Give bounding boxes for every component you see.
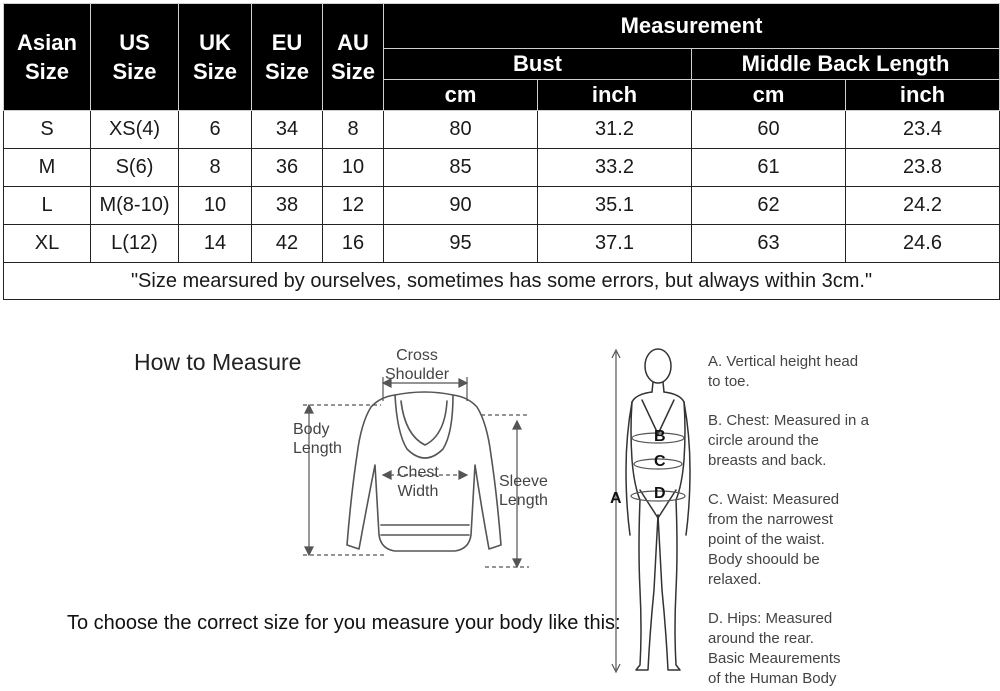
header-measurement: Measurement: [384, 4, 1000, 49]
header-back-cm: cm: [692, 80, 846, 111]
table-row: [4, 111, 1000, 149]
cell-au-size: 8: [323, 111, 384, 149]
cell-au-size: 16: [323, 225, 384, 263]
cell-eu-size: 42: [252, 225, 323, 263]
cell-eu-size: 36: [252, 149, 323, 187]
human-figure-diagram: [600, 340, 710, 685]
header-back-inch: inch: [846, 80, 1000, 111]
cell-back-inch: 24.6: [846, 225, 1000, 263]
choose-size-instruction: To choose the correct size for you measure your body like this:: [67, 612, 621, 634]
figure-letter-d: D: [654, 485, 666, 502]
cell-us-size: M(8-10): [91, 187, 179, 225]
cell-asian-size: S: [4, 111, 91, 149]
cell-bust-cm: 95: [384, 225, 538, 263]
cell-au-size: 10: [323, 149, 384, 187]
cell-eu-size: 34: [252, 111, 323, 149]
cell-us-size: XS(4): [91, 111, 179, 149]
table-body: [4, 111, 1000, 300]
cell-asian-size: L: [4, 187, 91, 225]
header-asian-size: Asian Size: [4, 4, 91, 111]
figure-letter-b: B: [654, 428, 666, 445]
cell-back-inch: 23.4: [846, 111, 1000, 149]
sleeve-length-label: Sleeve Length: [499, 473, 548, 509]
cell-back-inch: 23.8: [846, 149, 1000, 187]
cell-back-cm: 60: [692, 111, 846, 149]
body-length-label: Body Length: [293, 421, 342, 457]
cell-bust-inch: 37.1: [538, 225, 692, 263]
header-uk-size: UK Size: [179, 4, 252, 111]
header-au-size: AU Size: [323, 4, 384, 111]
header-bust-cm: cm: [384, 80, 538, 111]
cell-uk-size: 6: [179, 111, 252, 149]
cell-bust-inch: 35.1: [538, 187, 692, 225]
cell-back-cm: 62: [692, 187, 846, 225]
cell-bust-inch: 33.2: [538, 149, 692, 187]
header-eu-size: EU Size: [252, 4, 323, 111]
cell-au-size: 12: [323, 187, 384, 225]
table-row: [4, 149, 1000, 187]
cell-back-inch: 24.2: [846, 187, 1000, 225]
cross-shoulder-label: Cross Shoulder: [385, 347, 450, 383]
header-bust: Bust: [384, 49, 692, 80]
cell-back-cm: 61: [692, 149, 846, 187]
size-chart-table: [3, 3, 1000, 300]
cell-eu-size: 38: [252, 187, 323, 225]
chest-width-label: Chest Width: [397, 464, 439, 500]
cell-bust-inch: 31.2: [538, 111, 692, 149]
figure-letter-c: C: [654, 453, 666, 470]
cell-back-cm: 63: [692, 225, 846, 263]
table-row: [4, 225, 1000, 263]
cell-asian-size: M: [4, 149, 91, 187]
cell-asian-size: XL: [4, 225, 91, 263]
legend-waist: C. Waist: Measured from the narrowest point of the waist. Body shoould be relaxed.: [708, 491, 840, 588]
legend-hips: D. Hips: Measured around the rear. Basic Meaurements of the Human Body: [708, 610, 841, 687]
cell-us-size: L(12): [91, 225, 179, 263]
figure-letter-a: A: [610, 490, 622, 507]
cell-uk-size: 10: [179, 187, 252, 225]
header-middle-back-length: Middle Back Length: [692, 49, 1000, 80]
header-us-size: US Size: [91, 4, 179, 111]
cell-bust-cm: 85: [384, 149, 538, 187]
cell-bust-cm: 90: [384, 187, 538, 225]
cell-bust-cm: 80: [384, 111, 538, 149]
cell-uk-size: 14: [179, 225, 252, 263]
table-row: [4, 187, 1000, 225]
legend-vertical-height: A. Vertical height head to toe.: [708, 353, 859, 390]
how-to-measure-title: How to Measure: [134, 349, 302, 375]
cell-uk-size: 8: [179, 149, 252, 187]
legend-chest: B. Chest: Measured in a circle around the breasts and back.: [708, 412, 869, 469]
header-bust-inch: inch: [538, 80, 692, 111]
cell-us-size: S(6): [91, 149, 179, 187]
size-note: "Size mearsured by ourselves, sometimes has some errors, but always within 3cm.": [4, 263, 1000, 300]
